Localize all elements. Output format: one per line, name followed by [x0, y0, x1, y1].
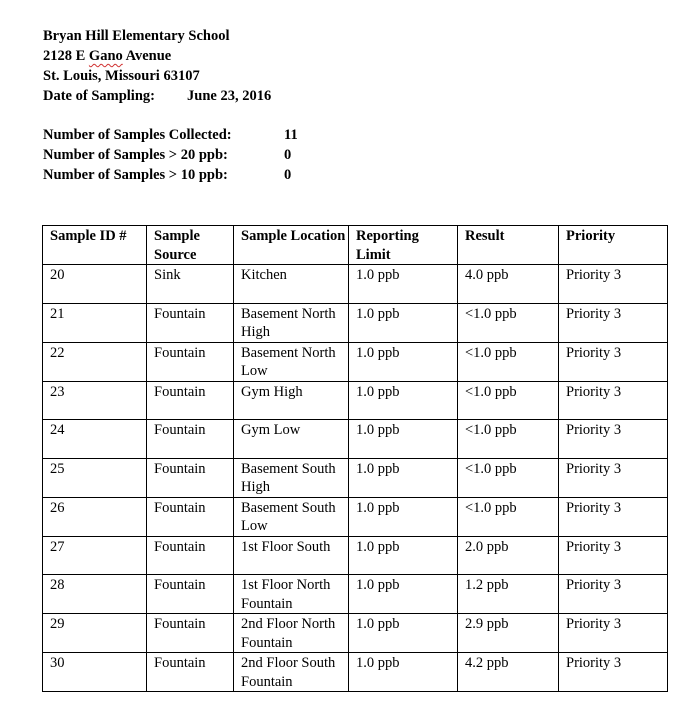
summary-label: Number of Samples > 20 ppb:	[43, 147, 228, 163]
cell-result: 4.0 ppb	[458, 265, 559, 304]
city-state-zip: St. Louis, Missouri 63107	[43, 68, 200, 84]
table-row	[43, 342, 668, 381]
summary-row	[43, 125, 343, 145]
table-row	[43, 458, 668, 497]
cell-sample-source: Fountain	[147, 420, 234, 459]
cell-sample-source: Fountain	[147, 536, 234, 575]
cell-sample-id: 30	[43, 653, 147, 692]
cell-priority: Priority 3	[559, 458, 668, 497]
school-address	[43, 46, 171, 66]
summary-row	[43, 145, 343, 165]
cell-reporting-limit: 1.0 ppb	[349, 536, 458, 575]
cell-reporting-limit: 1.0 ppb	[349, 342, 458, 381]
cell-sample-id: 24	[43, 420, 147, 459]
cell-result: <1.0 ppb	[458, 458, 559, 497]
cell-sample-id: 23	[43, 381, 147, 420]
cell-sample-location: Basement South High	[234, 458, 349, 497]
cell-reporting-limit: 1.0 ppb	[349, 265, 458, 304]
summary-row	[43, 165, 343, 185]
cell-sample-source: Sink	[147, 265, 234, 304]
cell-sample-id: 21	[43, 303, 147, 342]
column-header-sample-source: Sample Source	[147, 226, 234, 265]
column-header-sample-id: Sample ID #	[43, 226, 147, 265]
column-header-sample-location: Sample Location	[234, 226, 349, 265]
cell-reporting-limit: 1.0 ppb	[349, 303, 458, 342]
cell-sample-source: Fountain	[147, 614, 234, 653]
sampling-date-value: June 23, 2016	[187, 88, 272, 104]
samples-table	[42, 225, 668, 692]
school-name: Bryan Hill Elementary School	[43, 28, 230, 44]
cell-reporting-limit: 1.0 ppb	[349, 497, 458, 536]
table-row	[43, 497, 668, 536]
cell-sample-id: 26	[43, 497, 147, 536]
cell-priority: Priority 3	[559, 575, 668, 614]
cell-sample-location: 1st Floor South	[234, 536, 349, 575]
address-prefix: 2128 E	[43, 48, 89, 64]
cell-sample-id: 27	[43, 536, 147, 575]
cell-result: <1.0 ppb	[458, 303, 559, 342]
summary-label: Number of Samples Collected:	[43, 127, 232, 143]
table-row	[43, 653, 668, 692]
cell-sample-id: 29	[43, 614, 147, 653]
summary-label: Number of Samples > 10 ppb:	[43, 167, 228, 183]
cell-priority: Priority 3	[559, 381, 668, 420]
cell-sample-source: Fountain	[147, 303, 234, 342]
cell-reporting-limit: 1.0 ppb	[349, 381, 458, 420]
cell-priority: Priority 3	[559, 303, 668, 342]
column-header-reporting-limit: Reporting Limit	[349, 226, 458, 265]
column-header-result: Result	[458, 226, 559, 265]
summary-value: 0	[284, 147, 292, 163]
table-header-row	[43, 226, 668, 265]
cell-result: 4.2 ppb	[458, 653, 559, 692]
cell-sample-location: 1st Floor North Fountain	[234, 575, 349, 614]
cell-sample-location: Kitchen	[234, 265, 349, 304]
table-row	[43, 536, 668, 575]
cell-sample-location: Gym High	[234, 381, 349, 420]
cell-sample-location: Basement South Low	[234, 497, 349, 536]
column-header-priority: Priority	[559, 226, 668, 265]
summary-value: 11	[284, 127, 298, 143]
cell-reporting-limit: 1.0 ppb	[349, 653, 458, 692]
cell-result: <1.0 ppb	[458, 381, 559, 420]
cell-sample-source: Fountain	[147, 458, 234, 497]
cell-sample-source: Fountain	[147, 497, 234, 536]
cell-result: <1.0 ppb	[458, 497, 559, 536]
cell-reporting-limit: 1.0 ppb	[349, 458, 458, 497]
table-row	[43, 575, 668, 614]
cell-result: <1.0 ppb	[458, 420, 559, 459]
table-row	[43, 420, 668, 459]
cell-sample-location: 2nd Floor South Fountain	[234, 653, 349, 692]
cell-sample-id: 20	[43, 265, 147, 304]
cell-result: <1.0 ppb	[458, 342, 559, 381]
spellcheck-flagged-word: Gano	[88, 48, 123, 64]
sampling-date-line	[43, 86, 343, 106]
cell-sample-id: 22	[43, 342, 147, 381]
cell-reporting-limit: 1.0 ppb	[349, 420, 458, 459]
table-row	[43, 303, 668, 342]
cell-reporting-limit: 1.0 ppb	[349, 575, 458, 614]
table-row	[43, 381, 668, 420]
table-row	[43, 614, 668, 653]
cell-sample-source: Fountain	[147, 381, 234, 420]
cell-priority: Priority 3	[559, 653, 668, 692]
sampling-date-label: Date of Sampling:	[43, 88, 155, 104]
summary-value: 0	[284, 167, 292, 183]
cell-priority: Priority 3	[559, 265, 668, 304]
cell-sample-location: Gym Low	[234, 420, 349, 459]
cell-result: 2.0 ppb	[458, 536, 559, 575]
cell-sample-source: Fountain	[147, 575, 234, 614]
cell-sample-location: Basement North High	[234, 303, 349, 342]
cell-sample-location: 2nd Floor North Fountain	[234, 614, 349, 653]
cell-sample-source: Fountain	[147, 342, 234, 381]
cell-sample-source: Fountain	[147, 653, 234, 692]
cell-sample-location: Basement North Low	[234, 342, 349, 381]
address-suffix: Avenue	[122, 48, 172, 64]
cell-sample-id: 25	[43, 458, 147, 497]
cell-result: 1.2 ppb	[458, 575, 559, 614]
cell-priority: Priority 3	[559, 614, 668, 653]
cell-reporting-limit: 1.0 ppb	[349, 614, 458, 653]
cell-result: 2.9 ppb	[458, 614, 559, 653]
cell-priority: Priority 3	[559, 497, 668, 536]
cell-sample-id: 28	[43, 575, 147, 614]
cell-priority: Priority 3	[559, 342, 668, 381]
cell-priority: Priority 3	[559, 420, 668, 459]
table-row	[43, 265, 668, 304]
cell-priority: Priority 3	[559, 536, 668, 575]
